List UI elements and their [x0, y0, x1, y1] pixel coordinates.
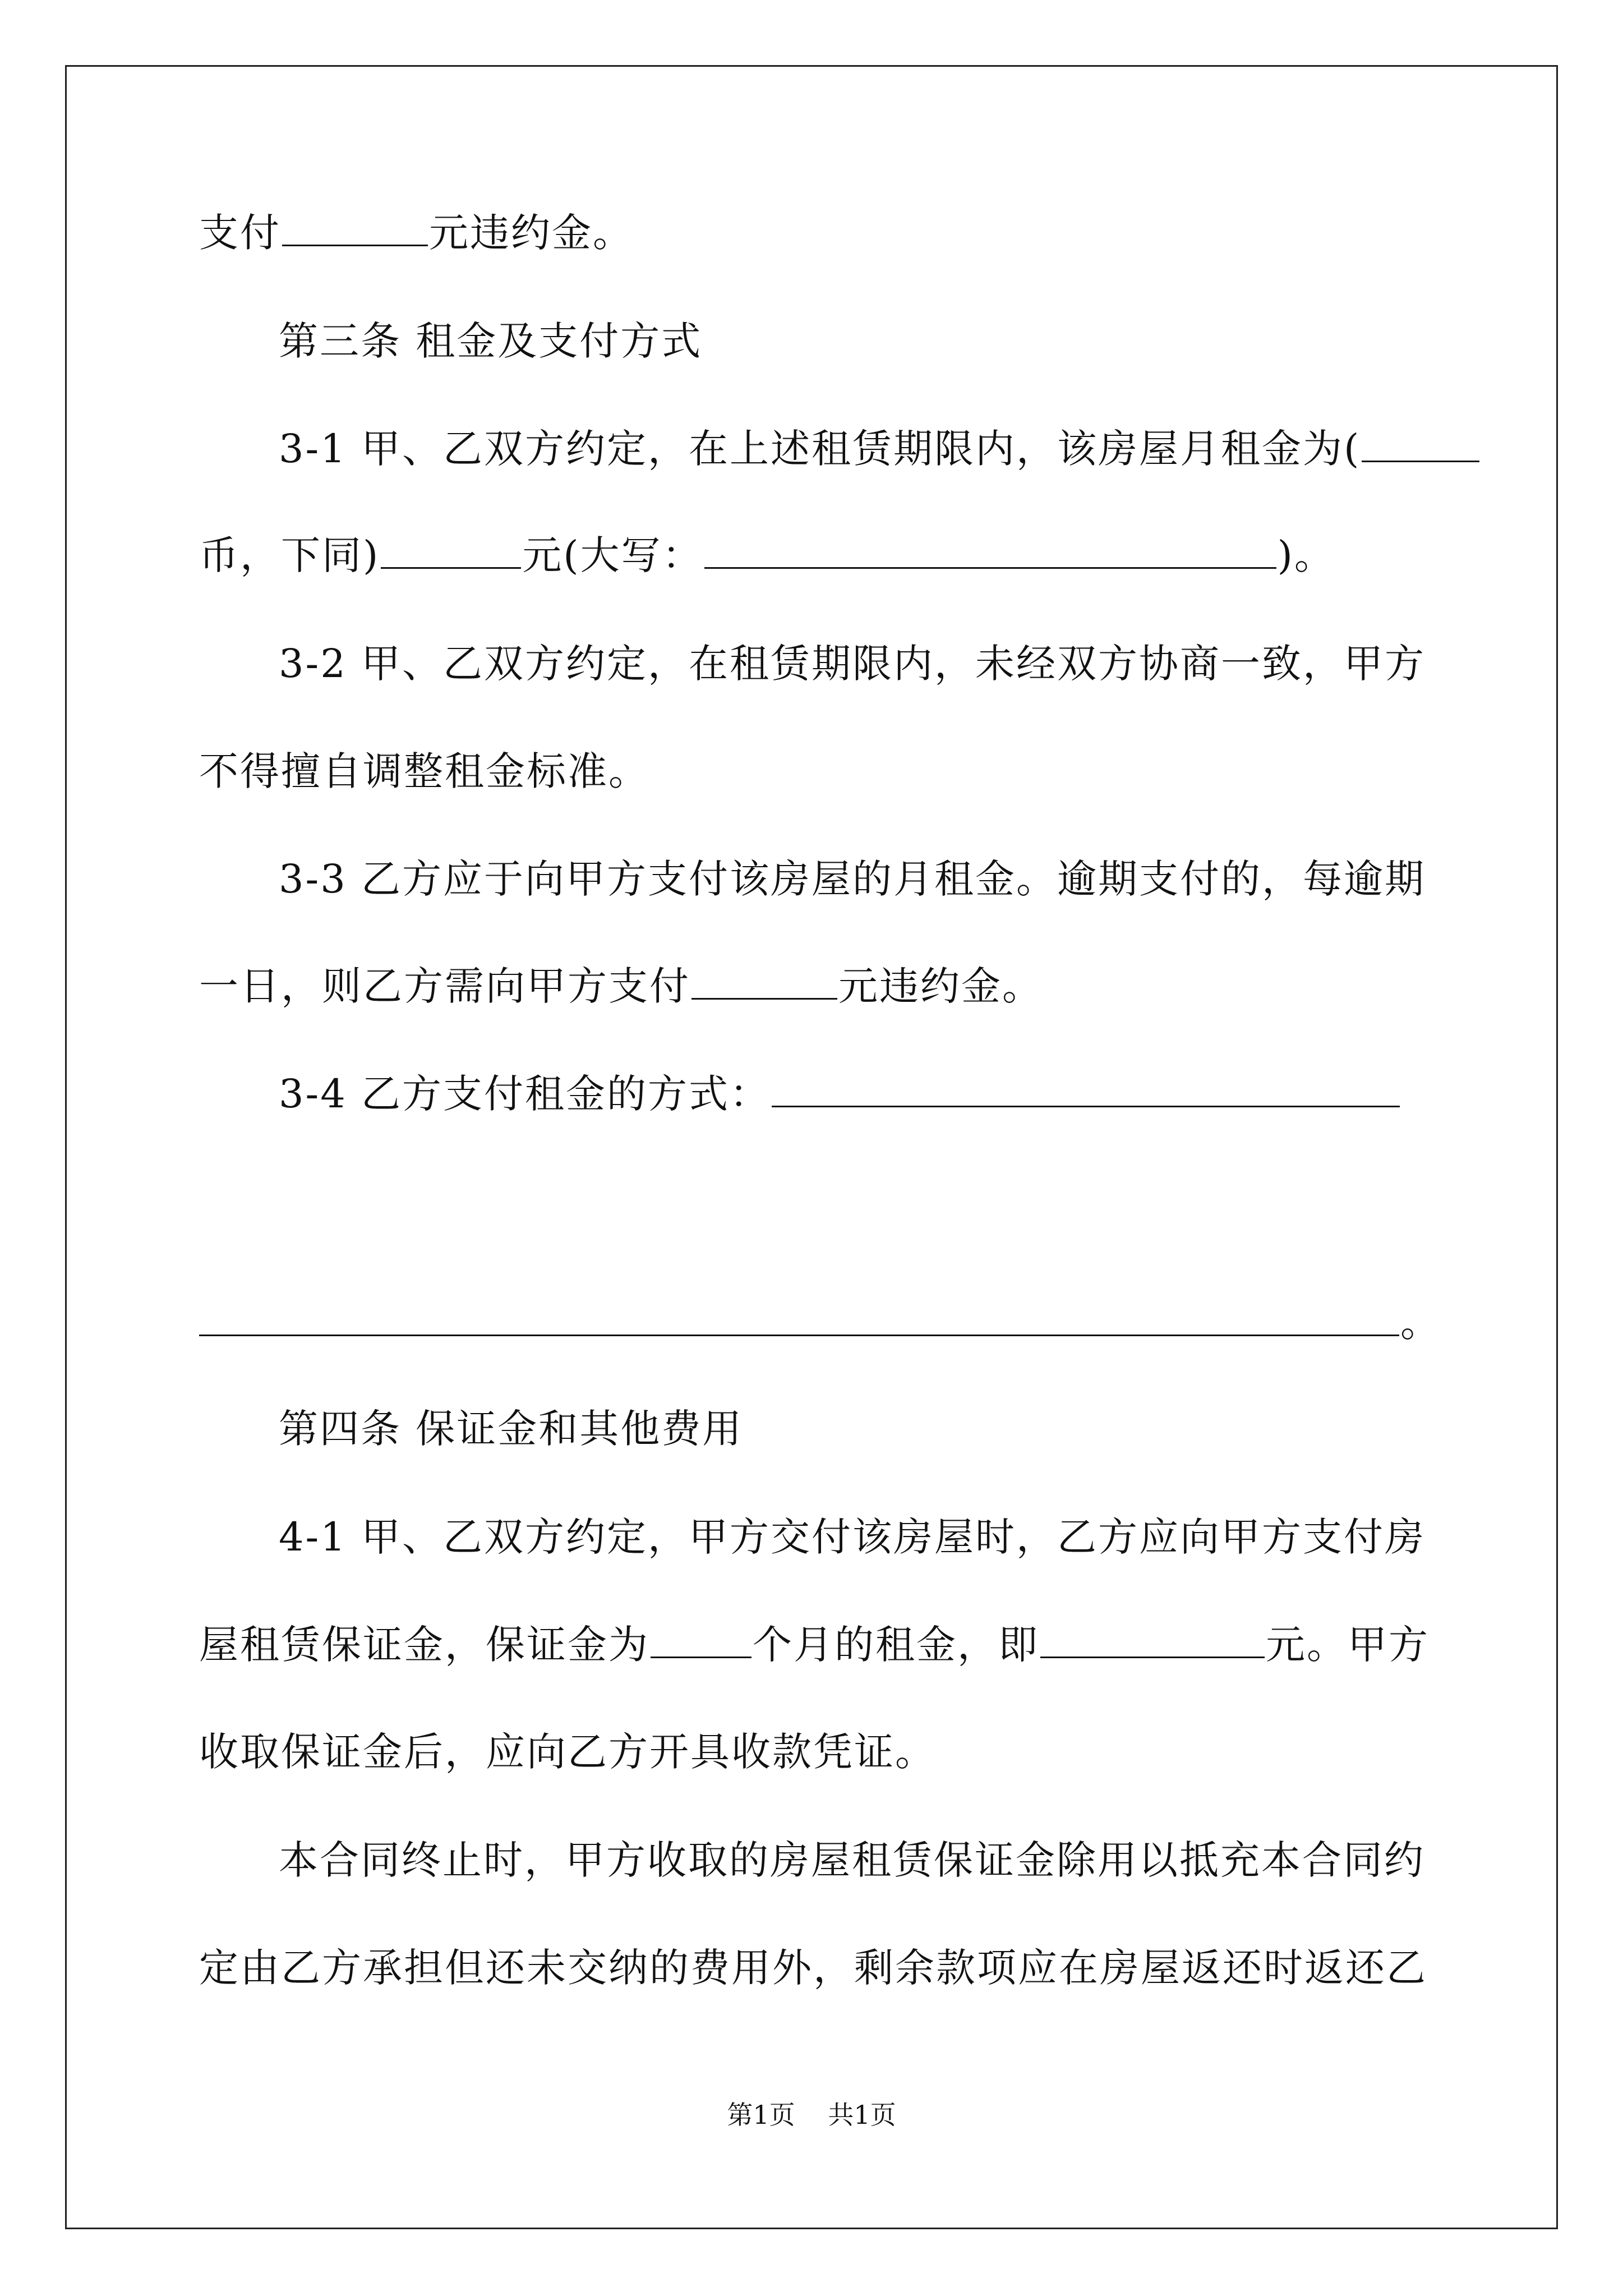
clause-3-4: 3-4 乙方支付租金的方式：	[279, 1069, 1401, 1119]
clause-3-3-cont: 一日，则乙方需向甲方支付 元违约金。	[199, 963, 1043, 1009]
clause-3-3: 3-3 乙方应于向甲方支付该房屋的月租金。逾期支付的，每逾期	[279, 856, 1426, 902]
clause-3-4-cont: 。	[199, 1297, 1441, 1348]
page-total: 共1页	[828, 2100, 896, 2130]
clause-3-1-cont: 币，下同) 元(大写： )。	[199, 532, 1335, 578]
clause-3-2-cont: 不得擅自调整租金标准。	[199, 748, 649, 794]
deposit-return-paragraph: 本合同终止时，甲方收取的房屋租赁保证金除用以抵充本合同约	[279, 1837, 1425, 1883]
clause-4-1: 4-1 甲、乙双方约定，甲方交付该房屋时，乙方应向甲方支付房	[279, 1514, 1426, 1560]
clause-4-1-cont: 屋租赁保证金，保证金为 个月的租金，即 元。甲方	[199, 1622, 1430, 1668]
page-border	[65, 65, 1558, 2229]
blank-field-late-penalty	[691, 963, 837, 1000]
deposit-return-cont: 定由乙方承担但还未交纳的费用外，剩余款项应在房屋返还时返还乙	[199, 1945, 1427, 1991]
blank-field-payment-method-cont	[199, 1300, 1399, 1336]
blank-field-payment-method	[772, 1071, 1400, 1107]
page-number: 第1页	[727, 2100, 795, 2130]
blank-field-currency	[1362, 426, 1479, 462]
blank-field-deposit-months	[651, 1622, 751, 1658]
text-line-1: 支付 元违约金。	[199, 210, 634, 256]
clause-4-1-cont-2: 收取保证金后，应向乙方开具收款凭证。	[199, 1729, 936, 1775]
blank-field-penalty	[282, 210, 428, 246]
blank-field-deposit-amount	[1040, 1622, 1265, 1658]
blank-field-rent-words	[704, 532, 1276, 569]
clause-3-2: 3-2 甲、乙双方约定，在租赁期限内，未经双方协商一致，甲方	[279, 641, 1426, 687]
blank-field-rent-amount	[381, 532, 521, 569]
article-3-heading: 第三条 租金及支付方式	[279, 318, 703, 364]
clause-3-1: 3-1 甲、乙双方约定，在上述租赁期限内，该房屋月租金为(	[279, 424, 1481, 474]
article-4-heading: 第四条 保证金和其他费用	[279, 1406, 744, 1452]
page-footer	[0, 2098, 1623, 2132]
